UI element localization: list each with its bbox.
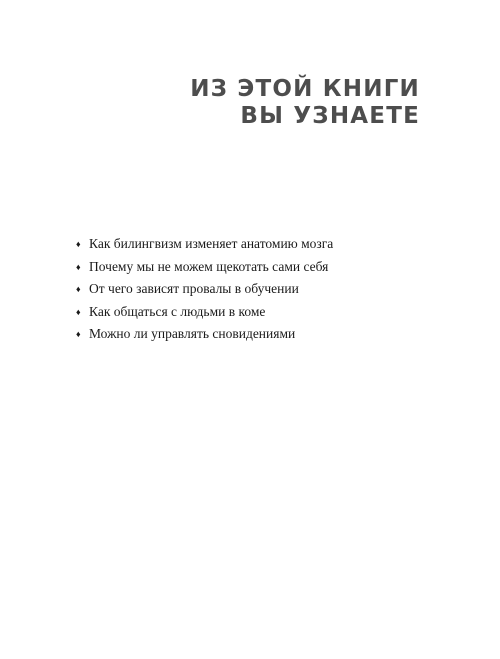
list-item-text: Как общаться с людьми в коме [89, 303, 266, 319]
heading-line-1: ИЗ ЭТОЙ КНИГИ [190, 76, 420, 102]
heading-line-2: ВЫ УЗНАЕТЕ [240, 103, 420, 129]
diamond-bullet-icon: ♦ [76, 306, 81, 317]
topics-list [76, 233, 333, 346]
diamond-bullet-icon: ♦ [76, 239, 81, 250]
list-item [76, 278, 333, 301]
list-item [76, 301, 333, 324]
page-heading [190, 76, 420, 130]
list-item [76, 233, 333, 256]
list-item-text: Почему мы не можем щекотать сами себя [89, 258, 329, 274]
diamond-bullet-icon: ♦ [76, 329, 81, 340]
list-item-text: От чего зависят провалы в обучении [89, 281, 299, 297]
list-item-text: Как билингвизм изменяет анатомию мозга [89, 236, 334, 252]
diamond-bullet-icon: ♦ [76, 261, 81, 272]
list-item [76, 323, 333, 346]
list-item [76, 256, 333, 279]
list-item-text: Можно ли управлять сновидениями [89, 326, 296, 342]
diamond-bullet-icon: ♦ [76, 284, 81, 295]
